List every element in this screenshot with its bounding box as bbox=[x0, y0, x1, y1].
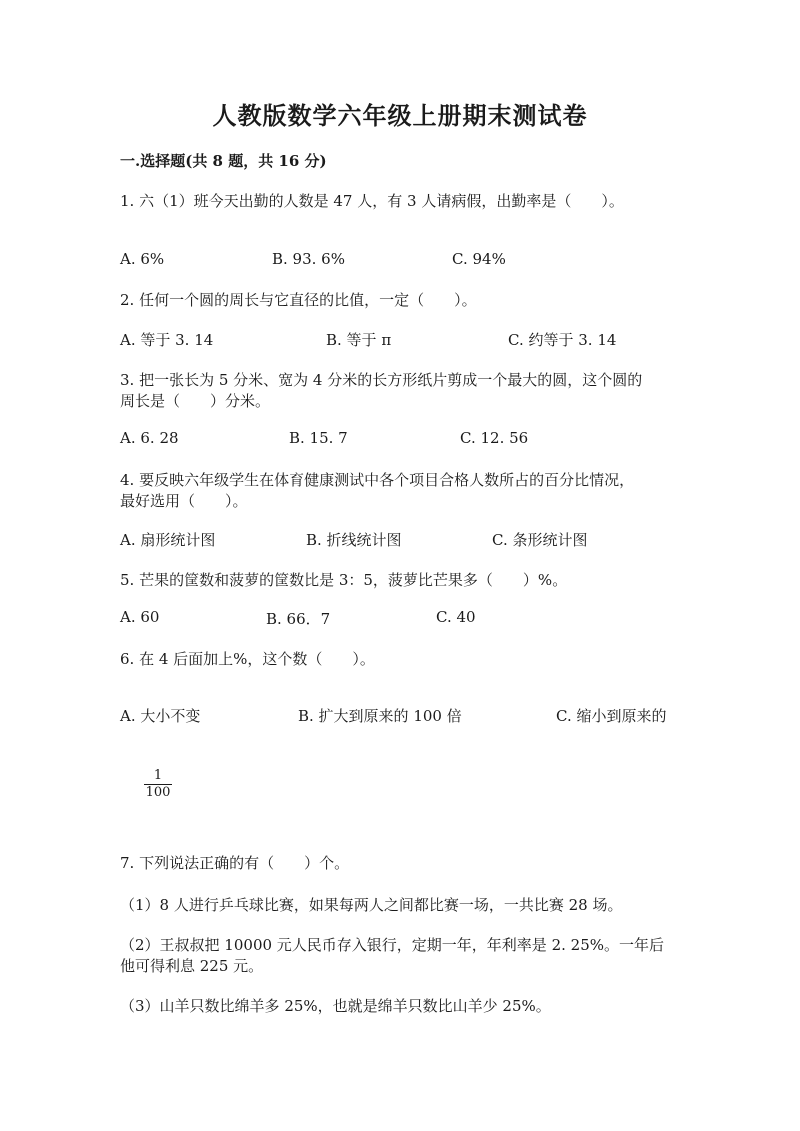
question-4-stem-line-1: 4. 要反映六年级学生在体育健康测试中各个项目合格人数所占的百分比情况， bbox=[120, 471, 635, 489]
question-7-statement-3: （3）山羊只数比绵羊多 25%，也就是绵羊只数比山羊少 25%。 bbox=[120, 997, 551, 1015]
question-3-option-b: B. 15. 7 bbox=[289, 429, 348, 447]
question-4-option-c: C. 条形统计图 bbox=[492, 531, 588, 549]
question-3-option-a: A. 6. 28 bbox=[120, 429, 179, 447]
section-heading: 一.选择题(共 8 题，共 16 分) bbox=[120, 152, 327, 170]
question-4-option-b: B. 折线统计图 bbox=[306, 531, 402, 549]
question-6-option-b: B. 扩大到原来的 100 倍 bbox=[298, 707, 462, 725]
question-7-statement-1: （1）8 人进行乒乓球比赛，如果每两人之间都比赛一场，一共比赛 28 场。 bbox=[120, 896, 623, 914]
question-6-option-c: C. 缩小到原来的 bbox=[556, 707, 667, 725]
question-1-option-a: A. 6% bbox=[120, 250, 165, 268]
question-1-stem: 1. 六（1）班今天出勤的人数是 47 人，有 3 人请病假，出勤率是（ ）。 bbox=[120, 192, 624, 210]
question-7-stem: 7. 下列说法正确的有（ ）个。 bbox=[120, 854, 350, 872]
question-5-stem: 5. 芒果的筐数和菠萝的筐数比是 3：5，菠萝比芒果多（ ）%。 bbox=[120, 571, 568, 589]
page-title: 人教版数学六年级上册期末测试卷 bbox=[212, 101, 588, 130]
question-5-option-a: A. 60 bbox=[120, 608, 160, 626]
question-4-option-a: A. 扇形统计图 bbox=[120, 531, 216, 549]
question-2-option-a: A. 等于 3. 14 bbox=[120, 331, 214, 349]
question-1-option-b: B. 93. 6% bbox=[272, 250, 345, 268]
question-6-option-a: A. 大小不变 bbox=[120, 707, 201, 725]
question-5-option-b: B. 66．7 bbox=[266, 610, 331, 628]
question-2-stem: 2. 任何一个圆的周长与它直径的比值，一定（ ）。 bbox=[120, 291, 477, 309]
question-3-stem-line-1: 3. 把一张长为 5 分米、宽为 4 分米的长方形纸片剪成一个最大的圆，这个圆的 bbox=[120, 371, 643, 389]
question-3-option-c: C. 12. 56 bbox=[460, 429, 529, 447]
question-4-stem-line-2: 最好选用（ ）。 bbox=[120, 492, 248, 510]
fraction-numerator: 1 bbox=[153, 768, 163, 783]
question-2-option-c: C. 约等于 3. 14 bbox=[508, 331, 617, 349]
question-2-option-b: B. 等于 π bbox=[326, 331, 392, 349]
question-5-option-c: C. 40 bbox=[436, 608, 476, 626]
question-6-stem: 6. 在 4 后面加上%，这个数（ ）。 bbox=[120, 650, 375, 668]
fraction-one-hundredth bbox=[144, 769, 172, 800]
question-3-stem-line-2: 周长是（ ）分米。 bbox=[120, 392, 271, 410]
question-7-statement-2-line-1: （2）王叔叔把 10000 元人民币存入银行，定期一年，年利率是 2. 25%。一年后 bbox=[120, 936, 664, 954]
question-7-statement-2-line-2: 他可得利息 225 元。 bbox=[120, 957, 264, 975]
fraction-denominator: 100 bbox=[145, 785, 171, 800]
question-1-option-c: C. 94% bbox=[452, 250, 506, 268]
